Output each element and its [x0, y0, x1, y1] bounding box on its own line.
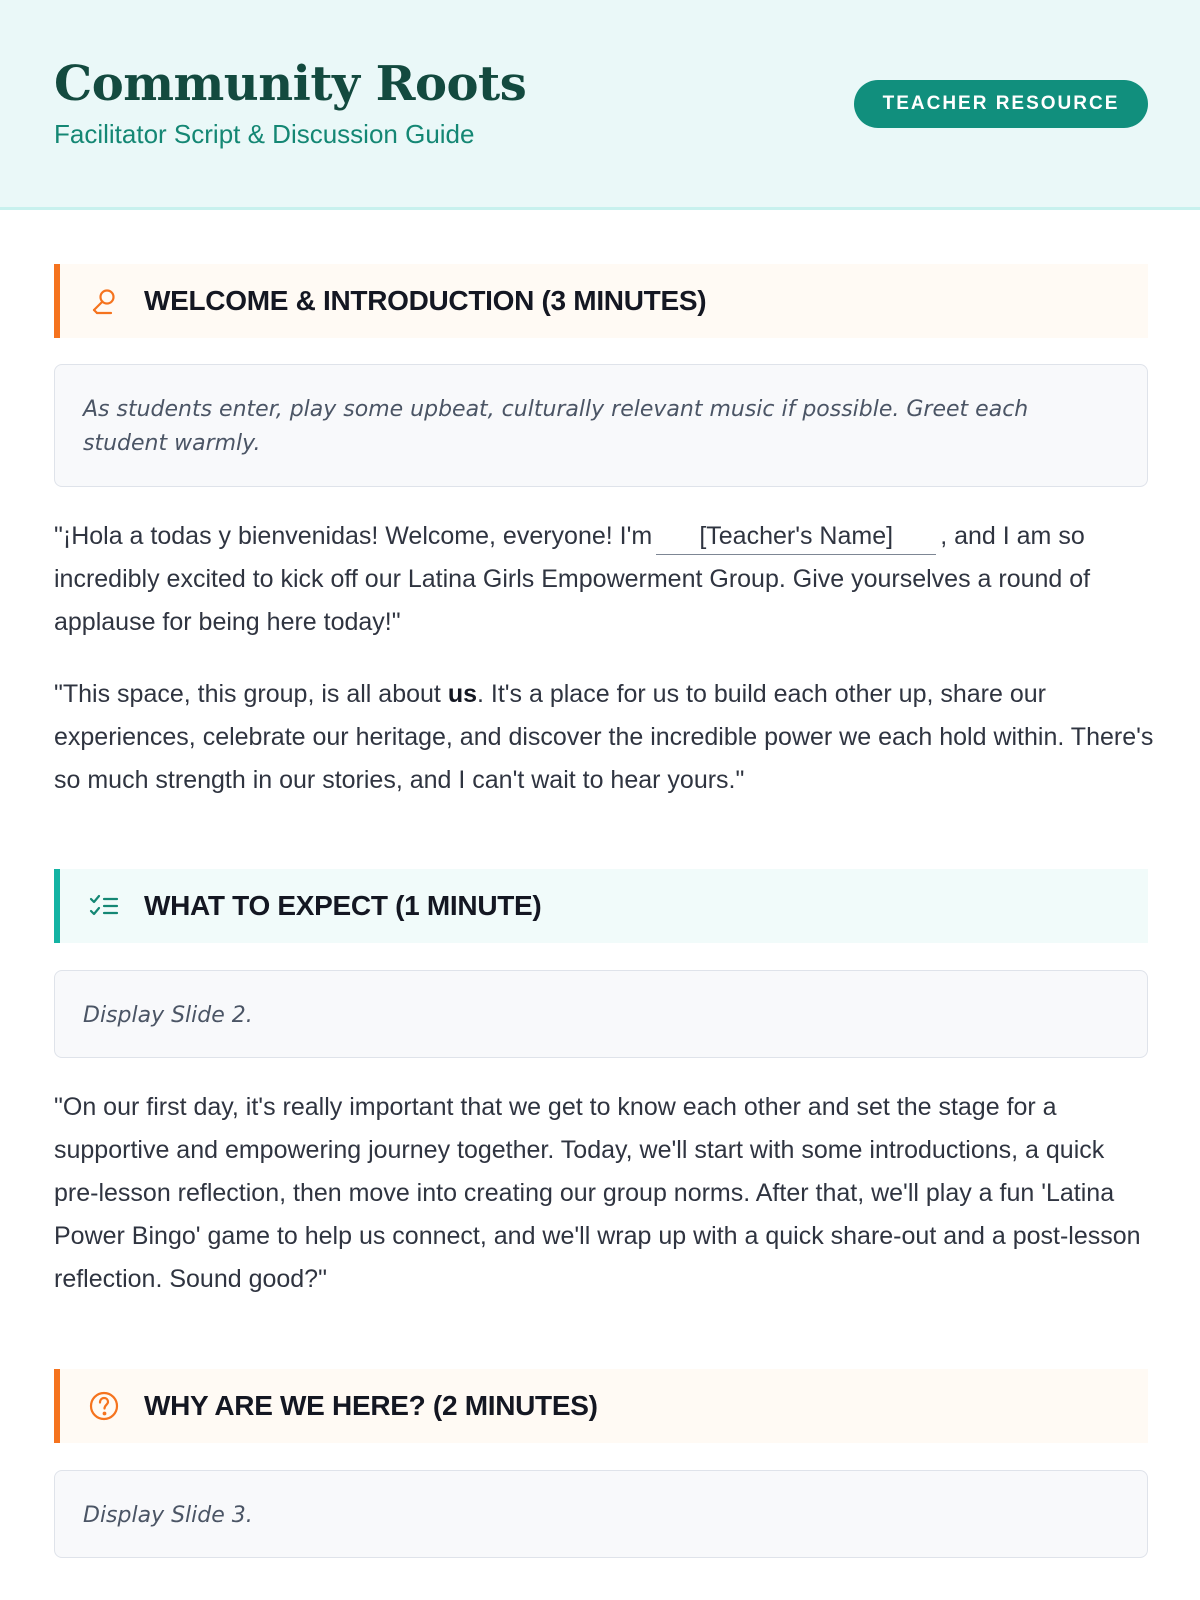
emphasis-text: us: [447, 680, 477, 708]
page-title: Community Roots: [54, 56, 527, 112]
section-header-why-are-we-here: [54, 1369, 1148, 1443]
paragraph-text: "¡Hola a todas y bienvenidas! Welcome, everyone! I'm: [54, 522, 653, 550]
script-paragraph: [54, 515, 1154, 644]
note-text: Display Slide 2.: [83, 1003, 253, 1028]
section-heading: WHAT TO EXPECT (1 MINUTE): [144, 890, 542, 921]
teacher-resource-badge: TEACHER RESOURCE: [854, 80, 1148, 128]
page-subtitle: Facilitator Script & Discussion Guide: [54, 119, 475, 149]
facilitator-note: [54, 1470, 1148, 1558]
script-paragraph: [54, 1086, 1154, 1301]
facilitator-note: [54, 364, 1148, 487]
paragraph-text: , and I am so incredibly excited to kick off our Latina Girls Empowerment Group. Give yourselves a round of applause for being here today!": [54, 522, 1091, 636]
page-header: [0, 0, 1200, 210]
note-text: As students enter, play some upbeat, culturally relevant music if possible. Greet each student warmly.: [83, 397, 1029, 456]
paragraph-text: "This space, this group, is all about: [54, 680, 448, 708]
microphone-icon: [88, 285, 120, 317]
note-text: Display Slide 3.: [83, 1503, 253, 1528]
section-heading: WELCOME & INTRODUCTION (3 MINUTES): [144, 285, 707, 316]
section-header-welcome: [54, 264, 1148, 338]
facilitator-note: [54, 970, 1148, 1058]
question-circle-icon: [88, 1390, 120, 1422]
section-header-what-to-expect: [54, 869, 1148, 943]
paragraph-text: "On our first day, it's really important that we get to know each other and set the stage for a supportive and empowering journey together. Today, we'll start with some introductions, a quick pre-lesson reflection, then move into creating our group norms. After that, we'll play a fun 'Latina Power Bingo' game to help us connect, and we'll wrap up with a quick share-out and a post-lesson reflection. Sound good?": [54, 1093, 1141, 1293]
teacher-name-blank: [Teacher's Name]: [656, 518, 936, 555]
script-paragraph: [54, 673, 1154, 802]
paragraph-text: . It's a place for us to build each other up, share our experiences, celebrate our heritage, and discover the incredible power we each hold within. There's so much strength in our stories, and I can't wait to hear yours.": [54, 680, 1154, 794]
checklist-icon: [88, 890, 120, 922]
section-heading: WHY ARE WE HERE? (2 MINUTES): [144, 1390, 598, 1421]
